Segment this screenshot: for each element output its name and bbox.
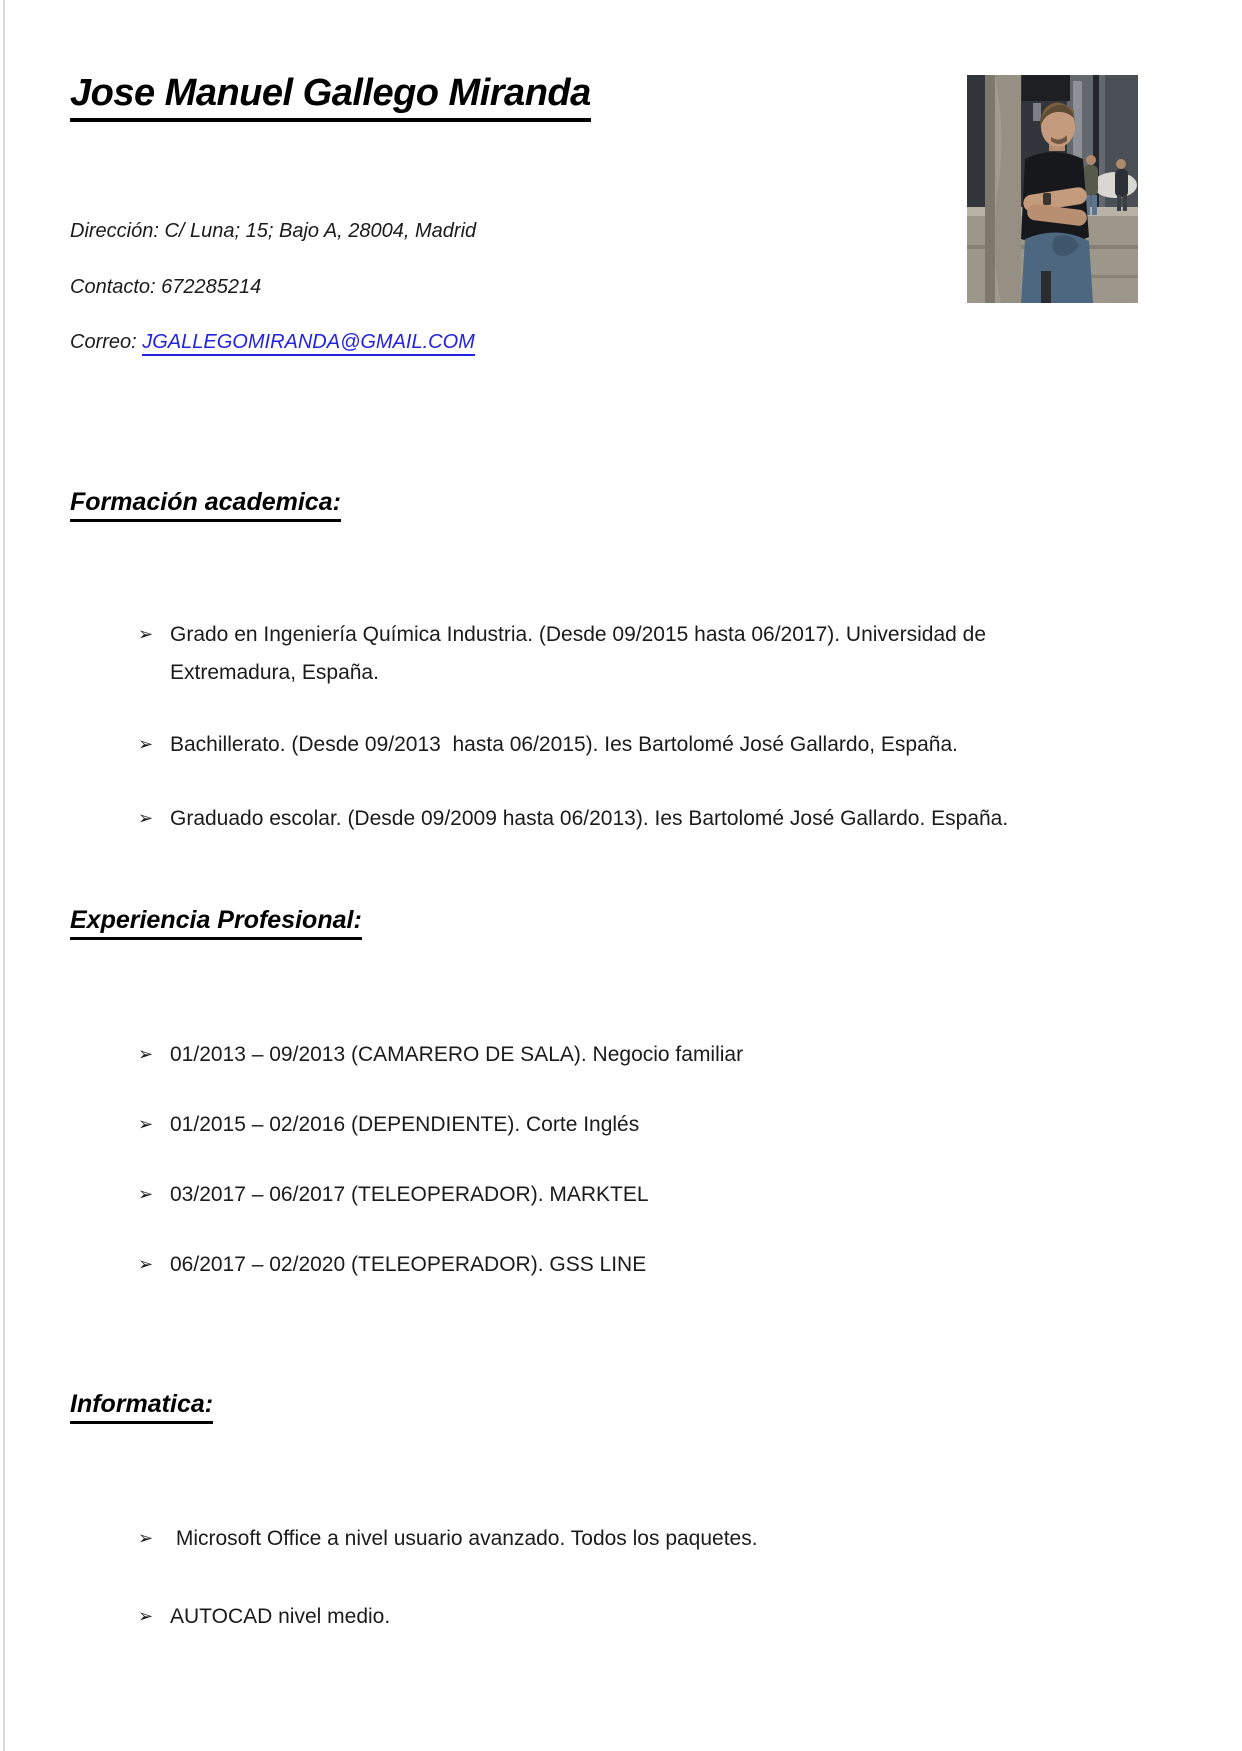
- section-heading-formacion: Formación academica:: [70, 488, 341, 522]
- list-item-experiencia-4: [138, 1246, 1103, 1284]
- arrow-bullet-icon: ➢: [138, 1114, 154, 1135]
- email-link[interactable]: JGALLEGOMIRANDA@GMAIL.COM: [142, 331, 475, 356]
- profile-photo-illustration: [967, 75, 1138, 303]
- list-item-text: 01/2015 – 02/2016 (DEPENDIENTE). Corte Inglés: [170, 1113, 640, 1136]
- arrow-bullet-icon: ➢: [138, 1184, 154, 1205]
- list-item-text: 03/2017 – 06/2017 (TELEOPERADOR). MARKTEL: [170, 1183, 649, 1206]
- list-item-text: Graduado escolar. (Desde 09/2009 hasta 06/2013). Ies Bartolomé José Gallardo. España.: [170, 807, 1009, 830]
- list-item-informatica-2: [138, 1598, 1103, 1636]
- list-item-text: 01/2013 – 09/2013 (CAMARERO DE SALA). Negocio familiar: [170, 1043, 744, 1066]
- arrow-bullet-icon: ➢: [138, 808, 154, 829]
- contact-address: Dirección: C/ Luna; 15; Bajo A, 28004, Madrid: [70, 220, 477, 242]
- profile-photo: [967, 75, 1138, 303]
- list-item-experiencia-3: [138, 1176, 1103, 1214]
- list-item-formacion-2: [138, 726, 1103, 764]
- arrow-bullet-icon: ➢: [138, 1528, 154, 1549]
- contact-phone: Contacto: 672285214: [70, 276, 262, 298]
- list-item-formacion-1: [138, 616, 1103, 692]
- list-item-text: 06/2017 – 02/2020 (TELEOPERADOR). GSS LINE: [170, 1253, 647, 1276]
- arrow-bullet-icon: ➢: [138, 1254, 154, 1275]
- arrow-bullet-icon: ➢: [138, 1044, 154, 1065]
- contact-email-row: [70, 329, 475, 355]
- page-left-edge-line: [3, 0, 5, 1751]
- list-item-informatica-1: [138, 1520, 1103, 1558]
- list-item-experiencia-2: [138, 1106, 1103, 1144]
- page-title: Jose Manuel Gallego Miranda: [70, 72, 591, 122]
- list-item-text: Grado en Ingeniería Química Industria. (Desde 09/2015 hasta 06/2017). Universidad de Extremadura, España.: [170, 623, 992, 684]
- section-heading-informatica: Informatica:: [70, 1390, 213, 1424]
- section-heading-experiencia: Experiencia Profesional:: [70, 906, 362, 940]
- arrow-bullet-icon: ➢: [138, 1606, 154, 1627]
- contact-email-label: Correo:: [70, 331, 143, 353]
- list-item-text: AUTOCAD nivel medio.: [170, 1605, 391, 1628]
- list-item-experiencia-1: [138, 1036, 1103, 1074]
- list-item-text: Microsoft Office a nivel usuario avanzado. Todos los paquetes.: [170, 1527, 758, 1550]
- arrow-bullet-icon: ➢: [138, 734, 154, 755]
- list-item-text: Bachillerato. (Desde 09/2013 hasta 06/2015). Ies Bartolomé José Gallardo, España.: [170, 733, 958, 756]
- arrow-bullet-icon: ➢: [138, 624, 154, 645]
- list-item-formacion-3: [138, 800, 1103, 838]
